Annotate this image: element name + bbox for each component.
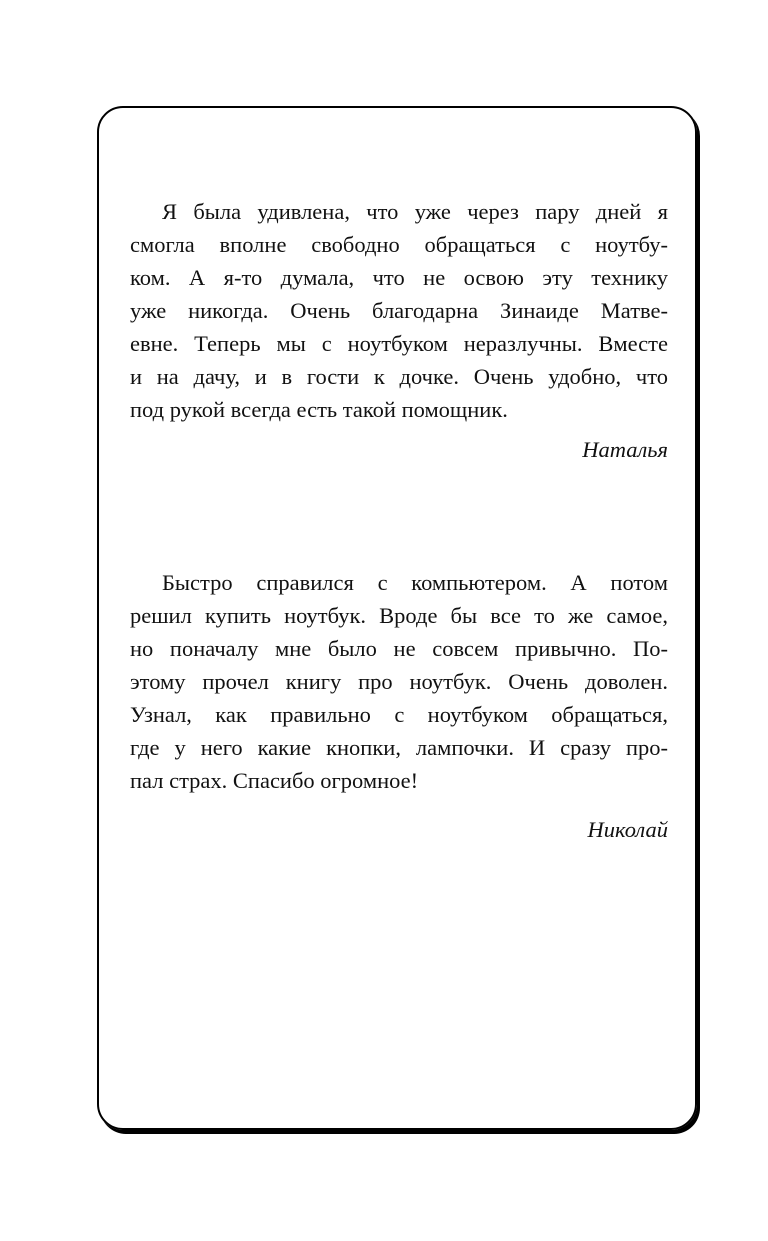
testimonial-text-1 [130, 195, 668, 426]
text-line: под рукой всегда есть такой помощник. [130, 397, 508, 422]
text-line: пал страх. Спасибо огромное! [130, 768, 419, 793]
text-line: ком. А я-то думала, что не освою эту технику [130, 265, 668, 290]
text-line: Я была удивлена, что уже через пару дней я [162, 199, 668, 224]
text-line: и на дачу, и в гости к дочке. Очень удобно, что [130, 364, 668, 389]
text-line: но поначалу мне было не совсем привычно. По- [130, 636, 668, 661]
text-line: уже никогда. Очень благодарна Зинаиде Матве- [130, 298, 668, 323]
text-line: этому прочел книгу про ноутбук. Очень доволен. [130, 669, 668, 694]
testimonial-author-1: Наталья [582, 437, 668, 462]
text-line: евне. Теперь мы с ноутбуком неразлучны. Вместе [130, 331, 668, 356]
text-line: Узнал, как правильно с ноутбуком обращаться, [130, 702, 668, 727]
text-line: Быстро справился с компьютером. А потом [162, 570, 668, 595]
text-line: смогла вполне свободно обращаться с ноутбу- [130, 232, 668, 257]
testimonial-text-2 [130, 566, 668, 797]
testimonial-author-2: Николай [587, 817, 668, 842]
text-line: где у него какие кнопки, лампочки. И сразу про- [130, 735, 668, 760]
text-line: решил купить ноутбук. Вроде бы все то же самое, [130, 603, 668, 628]
